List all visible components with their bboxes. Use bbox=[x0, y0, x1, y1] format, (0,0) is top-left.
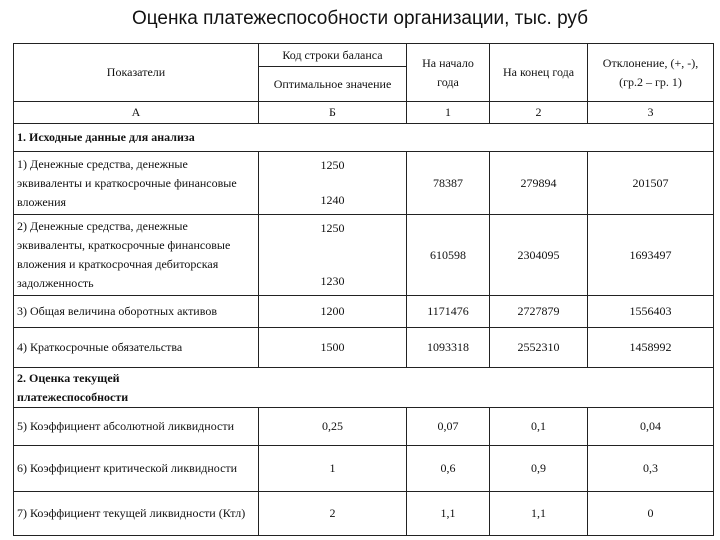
row-end: 0,9 bbox=[490, 446, 588, 492]
section-2-text: 2. Оценка текущей платежеспособности bbox=[17, 370, 129, 404]
row-deviation: 0,3 bbox=[588, 446, 714, 492]
header-code: Код строки баланса bbox=[259, 44, 406, 67]
row-code: 0,25 bbox=[259, 408, 407, 446]
index-row bbox=[14, 102, 714, 124]
row-deviation: 201507 bbox=[588, 152, 714, 215]
section-1-title: 1. Исходные данные для анализа bbox=[14, 124, 714, 152]
row-start: 1,1 bbox=[407, 492, 490, 536]
row-deviation: 1693497 bbox=[588, 215, 714, 296]
table-row bbox=[14, 408, 714, 446]
index-3: 3 bbox=[588, 102, 714, 124]
row-end: 1,1 bbox=[490, 492, 588, 536]
row-label: 4) Краткосрочные обязательства bbox=[14, 328, 259, 368]
row-end: 2304095 bbox=[490, 215, 588, 296]
code-bottom: 1230 bbox=[320, 274, 345, 288]
index-a: А bbox=[14, 102, 259, 124]
section-row bbox=[14, 368, 714, 408]
index-2: 2 bbox=[490, 102, 588, 124]
row-label: 7) Коэффициент текущей ликвидности (Ктл) bbox=[14, 492, 259, 536]
row-code: 1 bbox=[259, 446, 407, 492]
header-end: На конец года bbox=[490, 44, 588, 102]
table-row bbox=[14, 492, 714, 536]
row-deviation: 0 bbox=[588, 492, 714, 536]
row-label: 2) Денежные средства, денежные эквиваленты, краткосрочные финансовые вложения и краткосрочная дебиторская задолженность bbox=[14, 215, 259, 296]
index-1: 1 bbox=[407, 102, 490, 124]
code-top: 1250 bbox=[320, 221, 345, 235]
table-row bbox=[14, 328, 714, 368]
code-top: 1250 bbox=[320, 158, 345, 172]
row-end: 0,1 bbox=[490, 408, 588, 446]
row-start: 0,07 bbox=[407, 408, 490, 446]
table-row bbox=[14, 446, 714, 492]
row-start: 78387 bbox=[407, 152, 490, 215]
table-row bbox=[14, 215, 714, 296]
section-row bbox=[14, 124, 714, 152]
row-start: 1171476 bbox=[407, 296, 490, 328]
header-deviation: Отклонение, (+, -), (гр.2 – гр. 1) bbox=[588, 44, 714, 102]
solvency-table bbox=[13, 43, 714, 536]
header-optimal: Оптимальное значение bbox=[273, 77, 392, 91]
row-code bbox=[259, 215, 407, 296]
row-start: 1093318 bbox=[407, 328, 490, 368]
row-code bbox=[259, 152, 407, 215]
row-end: 279894 bbox=[490, 152, 588, 215]
row-code: 2 bbox=[259, 492, 407, 536]
row-start: 0,6 bbox=[407, 446, 490, 492]
row-end: 2552310 bbox=[490, 328, 588, 368]
section-2-title bbox=[14, 368, 714, 408]
header-code-cell bbox=[259, 44, 407, 102]
row-label: 1) Денежные средства, денежные эквиваленты и краткосрочные финансовые вложения bbox=[14, 152, 259, 215]
table-row bbox=[14, 152, 714, 215]
row-code: 1200 bbox=[259, 296, 407, 328]
header-indicators: Показатели bbox=[14, 44, 259, 102]
row-deviation: 1556403 bbox=[588, 296, 714, 328]
row-label: 3) Общая величина оборотных активов bbox=[14, 296, 259, 328]
row-end: 2727879 bbox=[490, 296, 588, 328]
row-label: 5) Коэффициент абсолютной ликвидности bbox=[14, 408, 259, 446]
row-label: 6) Коэффициент критической ликвидности bbox=[14, 446, 259, 492]
row-deviation: 1458992 bbox=[588, 328, 714, 368]
table-row bbox=[14, 296, 714, 328]
row-start: 610598 bbox=[407, 215, 490, 296]
page-title: Оценка платежеспособности организации, тыс. руб bbox=[131, 8, 589, 29]
row-deviation: 0,04 bbox=[588, 408, 714, 446]
row-code: 1500 bbox=[259, 328, 407, 368]
index-b: Б bbox=[259, 102, 407, 124]
code-bottom: 1240 bbox=[320, 193, 345, 207]
header-start: На начало года bbox=[407, 44, 490, 102]
header-row bbox=[14, 44, 714, 102]
